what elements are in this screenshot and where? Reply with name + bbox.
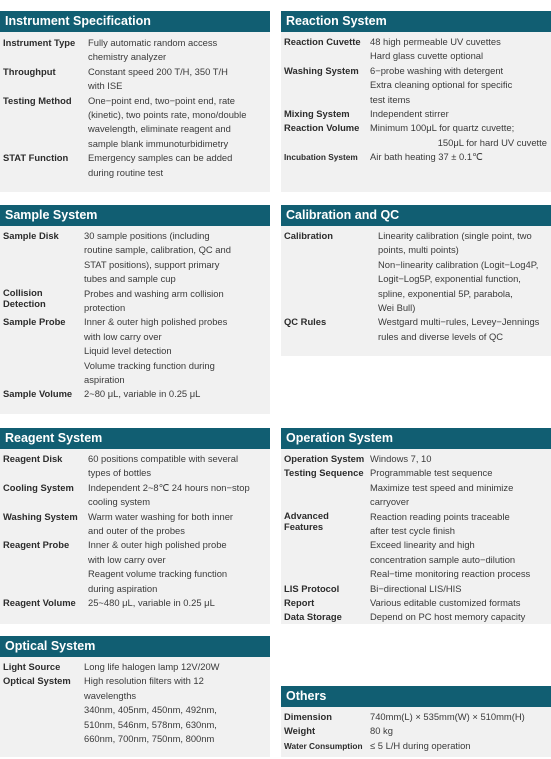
spec-value-line: wavelength, eliminate reagent and [88, 123, 231, 135]
spec-row [284, 121, 547, 150]
spec-value [88, 452, 266, 481]
spec-label: Light Source [3, 661, 61, 672]
spec-value [84, 315, 266, 387]
spec-row [3, 510, 266, 539]
spec-label: Advanced Features [284, 509, 329, 532]
spec-row [284, 64, 547, 107]
spec-value [370, 739, 547, 753]
spec-value-line: 80 kg [370, 725, 393, 737]
spec-label: Report [284, 597, 315, 609]
spec-row [284, 466, 547, 509]
spec-value-line: Extra cleaning optional for specific [370, 79, 513, 91]
spec-value [88, 596, 266, 610]
spec-value [88, 151, 266, 180]
section-title: Others [281, 686, 551, 707]
spec-row [284, 739, 547, 753]
section-body [0, 657, 270, 757]
spec-row [3, 660, 266, 674]
spec-value-line: Westgard multi−rules, Levey−Jennings [378, 316, 540, 328]
spec-row [284, 610, 547, 624]
spec-value-line: Real−time monitoring reaction process [370, 568, 531, 580]
spec-value-line: Air bath heating 37 ± 0.1℃ [370, 151, 483, 163]
spec-label: Reagent Disk [3, 453, 63, 464]
spec-value-line: routine sample, calibration, QC and [84, 244, 231, 256]
spec-row [3, 287, 266, 316]
spec-row [3, 151, 266, 180]
spec-value [370, 596, 547, 610]
spec-value-line: Hard glass cuvette optional [370, 50, 484, 62]
spec-value-line: wavelengths [84, 689, 137, 701]
spec-value [88, 94, 266, 152]
spec-value [370, 582, 547, 596]
spec-row [3, 452, 266, 481]
spec-value [370, 724, 547, 738]
spec-value-line: Constant speed 200 T/H, 350 T/H [88, 65, 228, 77]
spec-value-line: rules and diverse levels of QC [378, 330, 504, 342]
spec-label: Sample Volume [3, 388, 73, 400]
section-body [0, 226, 270, 414]
spec-value-line: Inner & outer high polished probe [88, 539, 227, 551]
spec-value [84, 387, 266, 401]
spec-value [84, 660, 266, 674]
spec-value [88, 510, 266, 539]
spec-value-line: Liquid level detection [84, 345, 172, 357]
spec-value-line: sample blank immunoturbidimetry [88, 137, 229, 149]
section-body [0, 32, 270, 192]
spec-row [284, 582, 547, 596]
section-title: Optical System [0, 636, 270, 657]
spec-value-line: Minimum 100μL for quartz cuvette; [370, 122, 515, 134]
spec-value-line: after test cycle finish [370, 525, 455, 537]
spec-label: Reaction Volume [284, 122, 360, 134]
section-body [281, 226, 551, 356]
spec-value-line: Wei Bull) [378, 302, 416, 314]
spec-value-line: Windows 7, 10 [370, 453, 432, 464]
spec-row [284, 315, 547, 344]
section-title: Sample System [0, 205, 270, 226]
spec-value [88, 36, 266, 65]
spec-value [370, 452, 547, 466]
reaction-system-section [281, 11, 551, 192]
spec-row [284, 710, 547, 724]
spec-row [284, 107, 547, 121]
spec-label: Mixing System [284, 108, 350, 120]
spec-value-line: chemistry analyzer [88, 51, 167, 63]
section-body [281, 32, 551, 192]
spec-value-line: 660nm, 700nm, 750nm, 800nm [84, 733, 215, 745]
spec-row [3, 94, 266, 152]
spec-value-line: points, multi points) [378, 244, 459, 256]
spec-row [284, 229, 547, 315]
spec-label: Testing Method [3, 94, 72, 106]
spec-label: Reagent Volume [3, 597, 76, 609]
section-title: Reagent System [0, 428, 270, 449]
spec-label: Instrument Type [3, 37, 76, 48]
spec-row [3, 229, 266, 287]
spec-row [284, 724, 547, 738]
spec-row [3, 387, 266, 401]
spec-value-line: Reaction reading points traceable [370, 510, 510, 522]
spec-label: Calibration [284, 230, 333, 241]
sample-system-section [0, 205, 270, 414]
spec-label: Testing Sequence [284, 467, 364, 479]
spec-value [370, 121, 547, 150]
spec-label: Water Consumption [284, 740, 363, 751]
spec-row [3, 36, 266, 65]
spec-label: Data Storage [284, 611, 342, 623]
spec-value-line: High resolution filters with 12 [84, 675, 204, 687]
spec-value-line: Probes and washing arm collision [84, 287, 224, 299]
spec-value-line: Fully automatic random access [88, 37, 218, 48]
section-title: Instrument Specification [0, 11, 270, 32]
spec-value-line: and outer of the probes [88, 525, 185, 537]
spec-value [370, 107, 547, 121]
spec-label: Operation System [284, 453, 365, 464]
spec-value-line: 510nm, 546nm, 578nm, 630nm, [84, 718, 217, 730]
section-title: Calibration and QC [281, 205, 551, 226]
spec-label: Washing System [284, 64, 359, 76]
spec-row [3, 315, 266, 387]
spec-value [84, 229, 266, 287]
spec-value-line: carryover [370, 496, 410, 508]
spec-value-line: Non−linearity calibration (Logit−Log4P, [378, 258, 539, 270]
spec-value-line: concentration sample auto−dilution [370, 553, 516, 565]
spec-value-line: types of bottles [88, 467, 152, 479]
spec-row [284, 150, 547, 164]
spec-value-line: Depend on PC host memory capacity [370, 611, 526, 623]
instrument-specification-section [0, 11, 270, 192]
spec-value-line: Warm water washing for both inner [88, 510, 234, 522]
spec-value-line: during aspiration [88, 582, 158, 594]
spec-label: Incubation System [284, 152, 358, 163]
spec-value [370, 510, 547, 582]
spec-value [370, 466, 547, 509]
spec-row [284, 596, 547, 610]
spec-label: QC Rules [284, 316, 327, 328]
spec-label: Reagent Probe [3, 539, 70, 551]
spec-label: Washing System [3, 510, 78, 522]
spec-value-line: 25~480 μL, variable in 0.25 μL [88, 597, 215, 609]
spec-label: Dimension [284, 711, 332, 722]
spec-value-line: 30 sample positions (including [84, 230, 210, 241]
spec-value-line: with low carry over [84, 330, 162, 342]
optical-system-section [0, 636, 270, 757]
spec-value-line: during routine test [88, 166, 164, 178]
section-body [0, 449, 270, 624]
spec-value-line: spline, exponential 5P, parabola, [378, 287, 513, 299]
spec-value-line: with low carry over [88, 553, 166, 565]
spec-value [370, 35, 547, 64]
section-body [281, 449, 551, 624]
spec-value-line: 2~80 μL, variable in 0.25 μL [84, 388, 201, 400]
spec-value [84, 287, 266, 316]
spec-value [370, 610, 547, 624]
spec-label: Sample Probe [3, 316, 66, 328]
section-body [281, 707, 551, 757]
spec-value-line: Logit−Log5P, exponential function, [378, 273, 521, 285]
spec-value-line: Linearity calibration (single point, two [378, 230, 532, 241]
spec-value-line: Independent stirrer [370, 108, 449, 120]
spec-value [370, 710, 547, 724]
spec-value-line: Bi−directional LIS/HIS [370, 582, 462, 594]
spec-value [88, 481, 266, 510]
spec-row [284, 510, 547, 582]
spec-value [378, 229, 547, 315]
spec-value-line: ≤ 5 L/H during operation [370, 739, 471, 751]
spec-value-line: (kinetic), two points rate, mono/double [88, 109, 247, 121]
spec-row [3, 596, 266, 610]
spec-row [284, 35, 547, 64]
spec-value [370, 150, 547, 164]
spec-label: Cooling System [3, 481, 74, 493]
spec-value-line: 48 high permeable UV cuvettes [370, 36, 501, 47]
spec-value-line: 150μL for hard UV cuvette [437, 136, 547, 148]
spec-value-line: 6−probe washing with detergent [370, 64, 504, 76]
calibration-and-qc-section [281, 205, 551, 356]
spec-value [370, 64, 547, 107]
spec-value-line: protection [84, 302, 126, 314]
spec-value-line: tubes and sample cup [84, 273, 176, 285]
spec-value-line: aspiration [84, 374, 125, 386]
section-title: Operation System [281, 428, 551, 449]
reagent-system-section [0, 428, 270, 624]
spec-label: STAT Function [3, 152, 69, 164]
spec-value-line: test items [370, 93, 411, 105]
spec-value-line: cooling system [88, 496, 151, 508]
spec-value-line: 60 positions compatible with several [88, 453, 239, 464]
spec-value-line: Maximize test speed and minimize [370, 481, 514, 493]
spec-row [3, 674, 266, 746]
spec-value-line: Independent 2~8℃ 24 hours non−stop [88, 481, 250, 493]
spec-row [3, 481, 266, 510]
spec-label: Throughput [3, 65, 56, 77]
spec-value [84, 674, 266, 746]
spec-value-line: Reagent volume tracking function [88, 568, 228, 580]
spec-label: LIS Protocol [284, 582, 340, 594]
operation-system-section [281, 428, 551, 624]
spec-value-line: STAT positions), support primary [84, 258, 220, 270]
spec-value [88, 65, 266, 94]
spec-value-line: with ISE [88, 80, 123, 92]
spec-value [88, 538, 266, 596]
spec-value-line: Programmable test sequence [370, 467, 493, 479]
spec-value-line: Inner & outer high polished probes [84, 316, 228, 328]
spec-value-line: 340nm, 405nm, 450nm, 492nm, [84, 704, 217, 716]
spec-value-line: Emergency samples can be added [88, 152, 233, 164]
spec-value-line: Long life halogen lamp 12V/20W [84, 661, 220, 672]
spec-value-line: Various editable customized formats [370, 597, 521, 609]
spec-value-line: 740mm(L) × 535mm(W) × 510mm(H) [370, 711, 525, 722]
spec-value [378, 315, 547, 344]
spec-label: Sample Disk [3, 230, 59, 241]
spec-label: Reaction Cuvette [284, 36, 361, 47]
others-section [281, 686, 551, 757]
spec-label: Weight [284, 725, 316, 737]
spec-row [3, 65, 266, 94]
spec-label: Optical System [3, 675, 71, 687]
spec-value-line: One−point end, two−point end, rate [88, 94, 235, 106]
spec-value-line: Exceed linearity and high [370, 539, 475, 551]
spec-value-line: Volume tracking function during [84, 359, 215, 371]
spec-row [284, 452, 547, 466]
spec-row [3, 538, 266, 596]
section-title: Reaction System [281, 11, 551, 32]
spec-label: Collision Detection [3, 286, 46, 309]
